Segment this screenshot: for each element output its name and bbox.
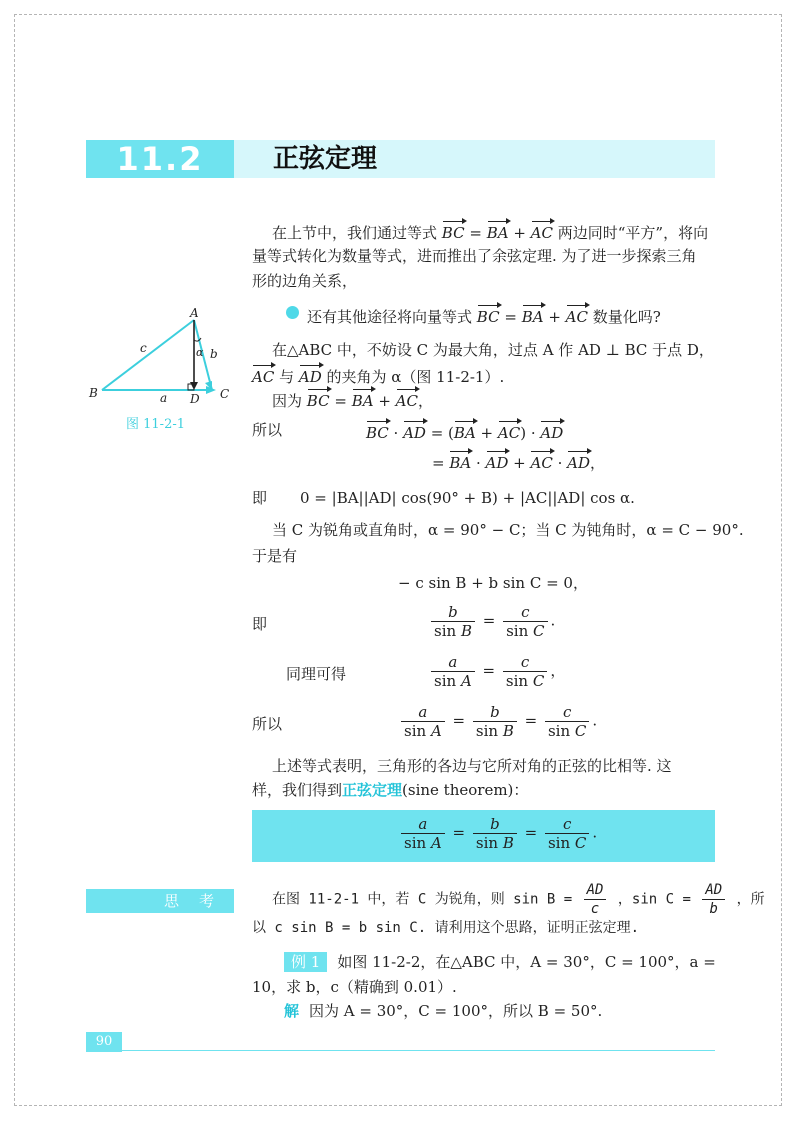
so-label-2: 所以 — [252, 715, 283, 733]
figure-label-c: c — [140, 341, 147, 355]
intro-line-2: 量等式转化为数量等式，进而推出了余弦定理. 为了进一步探索三角 — [252, 247, 697, 265]
sine-relation: − c sin B + b sin C = 0， — [398, 574, 588, 592]
question-line: 还有其他途径将向量等式 BC = BA + AC 数量化吗? — [307, 302, 661, 329]
figure-caption: 图 11-2-1 — [126, 417, 186, 432]
figure-label-B: B — [89, 386, 98, 400]
figure-label-alpha: α — [196, 346, 204, 359]
dot-product-line-1: BC · AD = (BA + AC) · AD — [366, 418, 563, 445]
question-bullet-icon — [286, 306, 299, 319]
conclusion-line-2: 样，我们得到正弦定理(sine theorem)： — [252, 781, 529, 799]
ratio-a-b-c: $\frac{a}{\text{sin A}}$ = $\frac{b}{\text{sin B}}$ = $\frac{c}{\text{sin C}}$ . — [398, 703, 597, 740]
figure-label-A: A — [190, 308, 199, 320]
ji-label-1: 即 — [252, 489, 268, 507]
conclusion-line-1: 上述等式表明，三角形的各边与它所对角的正弦的比相等. 这 — [272, 757, 672, 775]
page-number: 90 — [86, 1032, 122, 1052]
hence-label: 于是有 — [252, 547, 298, 565]
so-label-1: 所以 — [252, 421, 283, 439]
dot-product-line-2: = BA · AD + AC · AD， — [432, 448, 605, 475]
solution-line: 解 因为 A = 30°，C = 100°，所以 B = 50°. — [284, 1002, 603, 1020]
example-label: 例 1 — [284, 952, 327, 972]
body-line-2: AC 与 AD 的夹角为 α（图 11-2-1）. — [252, 362, 504, 389]
think-line-2: 以 c sin B = b sin C. 请利用这个思路，证明正弦定理. — [252, 920, 640, 936]
figure-label-a: a — [160, 391, 168, 405]
zero-equation: 0 = |BA||AD| cos(90° + B) + |AC||AD| cos α. — [300, 489, 635, 507]
because-line: 因为 BC = BA + AC， — [272, 386, 433, 413]
think-line-1: 在图 11-2-1 中，若 C 为锐角，则 sin B = $\frac{AD}{c}$ ，sin C = $\frac{AD}{b}$ ，所 — [272, 882, 765, 917]
think-tag: 思考 — [86, 889, 234, 913]
sine-theorem-formula: $\frac{a}{\text{sin A}}$ = $\frac{b}{\text{sin B}}$ = $\frac{c}{\text{sin C}}$ . — [398, 815, 597, 852]
solution-label: 解 — [284, 1002, 300, 1020]
example-line-1: 例 1 如图 11-2-2，在△ABC 中，A = 30°，C = 100°，a = — [284, 950, 716, 974]
ratio-a-c: $\frac{a}{\text{sin A}}$ = $\frac{c}{\text{sin C}}$ ， — [428, 653, 565, 690]
figure-label-b: b — [210, 347, 218, 361]
figure-label-C: C — [220, 387, 230, 401]
case-line: 当 C 为锐角或直角时，α = 90° − C；当 C 为钝角时，α = C − 90°. — [272, 521, 744, 539]
section-title: 正弦定理 — [273, 144, 378, 174]
footer-rule — [122, 1050, 715, 1051]
triangle-figure — [84, 308, 244, 408]
similarly-label: 同理可得 — [286, 665, 347, 683]
key-term: 正弦定理 — [342, 781, 403, 799]
section-number: 11.2 — [86, 140, 234, 178]
body-line-1: 在△ABC 中，不妨设 C 为最大角，过点 A 作 AD ⊥ BC 于点 D， — [272, 341, 714, 359]
ratio-b-c: $\frac{b}{\text{sin B}}$ = $\frac{c}{\text{sin C}}$ . — [428, 603, 555, 640]
intro-line-1: 在上节中，我们通过等式 BC = BA + AC 两边同时“平方”，将向 — [272, 218, 708, 245]
intro-line-3: 形的边角关系， — [252, 272, 358, 290]
ji-label-2: 即 — [252, 615, 268, 633]
example-line-2: 10，求 b，c（精确到 0.01）. — [252, 978, 457, 996]
figure-label-D: D — [190, 392, 200, 406]
